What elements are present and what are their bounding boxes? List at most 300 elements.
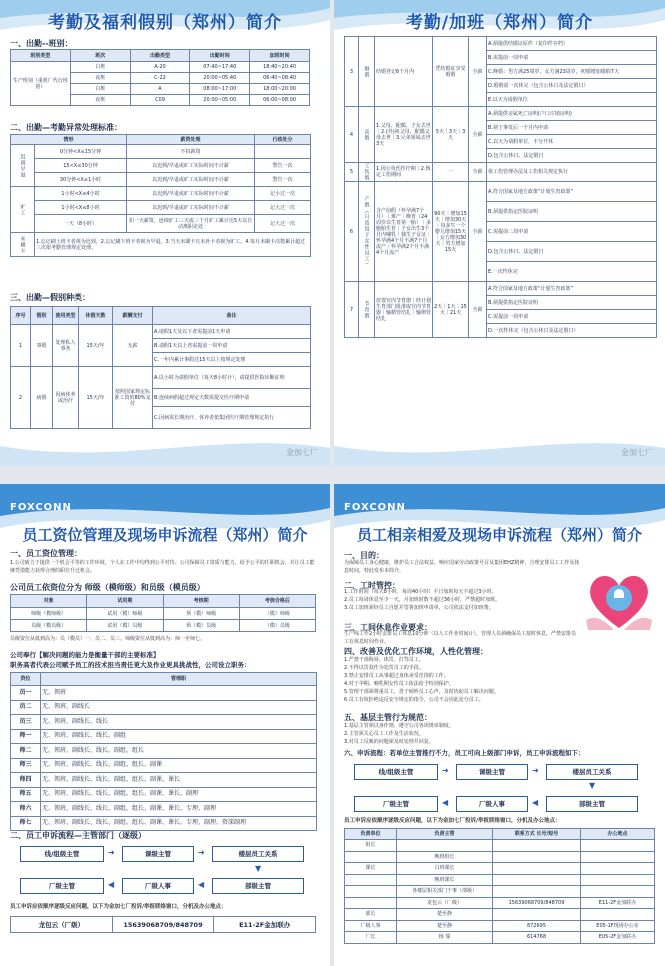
table-cell: 一 — [433, 163, 469, 182]
table-cell: 一天（8小时） — [35, 215, 127, 233]
table-cell — [581, 909, 655, 921]
panel-attendance-welfare — [0, 0, 330, 466]
table-cell: 事假 — [31, 325, 53, 367]
table-cell: 5 — [345, 163, 359, 182]
table-cell: D.包含公休日、法定假日 — [487, 149, 657, 163]
arrow-down-icon: ▼ — [589, 781, 596, 790]
table-cell: 无、领班、副线长、线长、副组 — [41, 729, 317, 744]
leave-row — [345, 163, 657, 182]
table-cell: 考核合格后 — [239, 595, 315, 608]
shift-table — [10, 49, 310, 106]
table-cell: 以迟到/早退或旷工实际时间不计薪 — [127, 187, 255, 201]
arrow-right-icon: ➜ — [198, 848, 205, 857]
leave-types-table — [10, 306, 311, 429]
table-cell: 08:00~17:00 — [190, 84, 250, 95]
flow-step-line-supervisor: 线/组级主管 — [20, 846, 104, 862]
rule-line: 1.基层主管须以身作则，遵守公司各项规章制度。 — [344, 723, 454, 729]
table-row — [11, 187, 311, 201]
table-cell: 杨 瑞 — [397, 932, 493, 944]
table-row — [11, 325, 311, 339]
table-cell: 白班 — [70, 62, 130, 73]
table-row — [11, 917, 316, 933]
flow-step-plant-hr: 厂级人事 — [456, 796, 528, 812]
supervisor-rules — [344, 722, 654, 746]
footer-wave-graphic — [334, 426, 665, 466]
table-cell: 依工伤管理办法及工伤相关规定执行 — [487, 163, 657, 182]
arrow-left-icon: ◀ — [442, 798, 449, 807]
table-cell: 组长 — [345, 840, 397, 852]
break-rule-text: 生产线工作2小时安排员工休息10分钟（以人工作业时间计），管理人员须确保员工按时休息，严禁安排员工在休息时间作业。 — [344, 631, 577, 645]
table-cell: 无、领班、副线长、线长、副组、组长、副课、课长 — [41, 773, 317, 788]
table-cell: 记大过一次 — [255, 201, 311, 215]
grade-row — [11, 715, 317, 730]
table-cell: A-20 — [130, 62, 190, 73]
table-cell: 无、领班、副线长、线长、副组、组长、副课、课长、专理、副理、资深副理 — [41, 816, 317, 831]
table-row — [11, 201, 311, 215]
table-cell: 614768 — [493, 932, 581, 944]
table-row — [11, 307, 311, 325]
intro-text: 1.公司致力于提供一个机会平等的工作环境，个人在工作中均得到公平对待。公司保障员工资质与能力，给予公平的任职机会，并让员工能够凭借能力获得合理的职位升迁机会。 — [10, 560, 315, 574]
contact-table — [10, 916, 316, 933]
table-cell: 以迟到/早退或旷工实际时间不计薪 — [127, 173, 255, 187]
contact-row — [345, 932, 655, 944]
table-cell: 各楼层相关部门干事（部级） — [397, 886, 493, 898]
section-heading: 公司员工依资位分为 师级（模师级）和员级（模员级） — [10, 583, 205, 592]
table-cell — [345, 851, 397, 863]
work-hours-2: 2.员工每周休息至少一天，月加班时数不超过36小时，严禁超时加班。 — [344, 597, 501, 603]
table-cell — [581, 851, 655, 863]
arrow-right-icon: ➜ — [108, 848, 115, 857]
table-cell — [397, 840, 493, 852]
table-cell: 楚至静 — [397, 909, 493, 921]
grade-row — [11, 700, 317, 715]
table-cell: 1.忘记刷上班卡者视为迟到。2.忘记刷下班卡者视为早退。3.当天未刷卡且未补卡者视为旷工。4.每月未刷卡次数累计超过三次依考勤管理规定处理。 — [35, 233, 311, 257]
footer-wave-graphic — [0, 426, 330, 466]
table-cell — [493, 909, 581, 921]
table-cell: 员三 — [11, 715, 41, 730]
table-cell: 18:00~20:00 — [250, 84, 310, 95]
table-row — [11, 595, 316, 608]
rule-line: 4.对于孕期、哺乳期女性员工依法给予特别保护。 — [344, 681, 454, 687]
contact-row — [345, 874, 655, 886]
table-cell: 20:00~05:40 — [190, 73, 250, 84]
table-cell: 15639068709/848709 — [112, 917, 214, 933]
flow-step-section-supervisor: 课级主管 — [456, 764, 528, 780]
table-cell: 班次 — [70, 50, 130, 62]
section-heading: 二、员工申诉流程—主管部门（逐级） — [10, 831, 146, 840]
table-cell: 1 — [11, 325, 31, 367]
table-row — [11, 159, 311, 173]
table-cell — [493, 886, 581, 898]
table-cell: E.以天为请假单位 — [487, 93, 657, 107]
table-cell: 晚班课长 — [397, 874, 493, 886]
table-row — [11, 135, 311, 145]
table-cell: 晚班组长 — [397, 851, 493, 863]
table-cell: 以迟到/早退或旷工实际时间不计薪 — [127, 159, 255, 173]
table-cell: 师一 — [11, 729, 41, 744]
table-cell: A.符合国家及地方政策“计划生育政策” — [487, 182, 657, 202]
contact-window-table — [344, 828, 655, 944]
flow-step-line-supervisor: 线/组级主管 — [354, 764, 438, 780]
table-cell — [581, 840, 655, 852]
table-row — [11, 173, 311, 187]
flow-step-floor-relations: 楼层员工关系 — [212, 846, 304, 862]
flow-step-plant-supervisor: 厂级主管 — [354, 796, 438, 812]
table-cell: 无、领班 — [41, 686, 317, 701]
table-cell: 备注 — [153, 307, 311, 325]
section-heading: 五、基层主管行为规范： — [344, 713, 432, 722]
contact-row — [345, 920, 655, 932]
table-cell: 薪资处理 — [127, 135, 255, 145]
table-cell: 管理职 — [41, 673, 317, 686]
table-cell: 假别 — [31, 307, 53, 325]
section-heading: 二、出勤—考勤异常处理标准： — [10, 123, 122, 132]
table-cell: 师六 — [11, 802, 41, 817]
arrow-right-icon: ➜ — [442, 766, 449, 775]
table-cell: D.一次性休完（包含公休日及法定假日） — [487, 324, 657, 338]
table-cell: 2天｜1天｜15天｜21天 — [433, 282, 469, 338]
grade-row — [11, 787, 317, 802]
table-cell: 记大过一次 — [255, 215, 311, 233]
table-cell: 行政处分 — [255, 135, 311, 145]
table-row — [11, 145, 311, 159]
table-cell: 因病休养或治疗 — [53, 367, 79, 429]
flow-step-department-supervisor: 部级主管 — [546, 796, 638, 812]
table-cell: D.婚假需一次休完（包含公休日及法定假日） — [487, 79, 657, 93]
table-cell: 节育假 — [359, 282, 375, 338]
flow-step-plant-hr: 厂级人事 — [122, 878, 194, 894]
leave-row — [345, 37, 657, 51]
table-cell: D.包含公休日、法定假日 — [487, 242, 657, 262]
arrow-down-icon: ▼ — [255, 864, 262, 873]
table-cell: 预（模）员级 — [163, 620, 239, 632]
table-cell: 楚至静 — [397, 920, 493, 932]
contact-row — [345, 840, 655, 852]
table-cell: 20:00~05:00 — [190, 95, 250, 106]
table-cell: C09 — [130, 95, 190, 106]
table-row — [11, 62, 310, 73]
table-cell: 厂级人事 — [345, 920, 397, 932]
table-cell: 病假 — [31, 367, 53, 429]
management-rules — [344, 656, 654, 704]
rule-line: 3.对员工反映的问题须及时处理并回复。 — [344, 739, 434, 745]
table-cell: 警告一次 — [255, 159, 311, 173]
table-cell: 情形 — [11, 135, 127, 145]
table-cell — [255, 145, 311, 159]
table-cell: 出勤时间 — [190, 50, 250, 62]
table-row — [11, 673, 317, 686]
table-cell: 15天/年 — [79, 325, 113, 367]
table-cell: 记小过一次 — [255, 187, 311, 201]
table-cell: 30分钟<X≤1小时 — [35, 173, 127, 187]
table-cell: 白班 — [70, 84, 130, 95]
table-cell: 18:40~20:40 — [250, 62, 310, 73]
table-cell: E.一次性休完 — [487, 262, 657, 282]
rule-line: 5.管理干部须尊重员工，善于倾听员工心声，及时协助员工解决问题。 — [344, 689, 499, 695]
leave-row — [345, 182, 657, 202]
table-cell: 4 — [345, 107, 359, 163]
table-cell: B.须于事发后一个月内申请 — [487, 121, 657, 135]
table-cell: 无薪 — [113, 325, 153, 367]
grade-description: 员级资位从低到高为：员（模员）一、员二、员三。师级资位从低到高为：师一至师七。 — [10, 636, 206, 642]
table-cell: 工伤假 — [359, 163, 375, 182]
table-cell: 无、领班、副线长 — [41, 700, 317, 715]
special-leave-table — [344, 36, 657, 338]
table-cell: 5天｜3天｜3天 — [433, 107, 469, 163]
table-cell: 试用（模）师级 — [87, 608, 163, 620]
table-cell: 06:40~08:40 — [250, 73, 310, 84]
brand-logo: FOXCONN — [10, 502, 72, 513]
grade-row — [11, 729, 317, 744]
table-row — [11, 215, 311, 233]
arrow-right-icon: ➜ — [532, 766, 539, 775]
table-cell — [345, 897, 397, 909]
table-cell: 3 — [345, 37, 359, 107]
heart-hands-icon — [584, 570, 654, 634]
contact-row — [345, 897, 655, 909]
contact-row — [345, 909, 655, 921]
watermark-text: 金加七厂 — [621, 448, 653, 457]
table-cell — [581, 863, 655, 875]
table-cell: 员级（模员级） — [11, 620, 87, 632]
grade-row — [11, 686, 317, 701]
table-cell: 夜班 — [70, 95, 130, 106]
table-cell: （模）师级 — [239, 608, 315, 620]
table-cell: 无、领班、副线长、线长、副组、组长 — [41, 744, 317, 759]
table-cell: 婚假 — [359, 37, 375, 107]
table-cell: A — [130, 84, 190, 95]
table-cell: 07:40~17:40 — [190, 62, 250, 73]
grade-position-table — [10, 672, 317, 831]
rule-line: 1.严禁干部侮辱、体罚、打骂员工。 — [344, 657, 424, 663]
grade-row — [11, 802, 317, 817]
section-heading: 四、改善及优化工作环境，人性化管理： — [344, 647, 488, 656]
watermark-text: 金加七厂 — [286, 448, 318, 457]
table-cell: 0分钟<X≤15分钟 — [35, 145, 127, 159]
table-row — [11, 620, 316, 632]
table-cell: 员二 — [11, 700, 41, 715]
table-cell: 对象 — [11, 595, 87, 608]
table-cell: 1小时<X≤4小时 — [35, 187, 127, 201]
table-cell — [345, 886, 397, 898]
table-cell: 试用（模）员级 — [87, 620, 163, 632]
table-cell — [345, 874, 397, 886]
table-cell: 警告一次 — [255, 173, 311, 187]
leave-row — [345, 107, 657, 121]
table-cell: 结婚登记6个月内 — [375, 37, 433, 107]
table-cell: C.以天为请假单位，不分开休 — [487, 135, 657, 149]
table-cell: 厂长 — [345, 932, 397, 944]
rule-line: 2.主管须关心员工工作及生活状况。 — [344, 731, 424, 737]
table-cell: E11-2F金加联办 — [581, 897, 655, 909]
section-heading: 一、出勤--班别： — [10, 39, 73, 48]
table-cell: 7 — [345, 282, 359, 338]
contact-row — [345, 886, 655, 898]
complaint-note: 员工申诉应依顺序逐级反应问题，以下为金加七厂投诉/举报联络窗口，分机及办公地点： — [344, 818, 561, 824]
table-cell: 师级（模师级） — [11, 608, 87, 620]
table-cell: E05-1F现场办公室 — [581, 920, 655, 932]
table-row — [11, 367, 311, 389]
table-cell: 负责单位 — [345, 829, 397, 840]
table-cell — [493, 840, 581, 852]
rule-line: 6.员工有权拒绝违反安全规定的指令，公司不会因此处分员工。 — [344, 697, 484, 703]
grade-row — [11, 744, 317, 759]
page-title: 考勤/加班（郑州）简介 — [405, 13, 594, 33]
table-row — [11, 608, 316, 620]
table-cell: B.需提前一周申请 — [487, 51, 657, 65]
grade-row — [11, 816, 317, 831]
table-cell: 无、领班、副线长、线长、副组、组长、副课 — [41, 758, 317, 773]
panel-position-grade — [0, 484, 330, 966]
table-cell: C-22 — [130, 73, 190, 84]
table-cell — [493, 851, 581, 863]
table-cell: 负责主管 — [397, 829, 493, 840]
contact-row — [345, 851, 655, 863]
table-cell: 试用期 — [87, 595, 163, 608]
section-heading: 职务高者代表公司赋予员工的技术担当责任更大及作业更具挑战性，公司设立职务： — [10, 661, 251, 669]
page-title: 员工相亲相爱及现场申诉流程（郑州）简介 — [356, 526, 642, 544]
arrow-left-icon: ◀ — [198, 880, 205, 889]
table-cell: 序号 — [11, 307, 31, 325]
table-cell: 员一 — [11, 686, 41, 701]
flow-step-plant-supervisor: 厂级主管 — [20, 878, 104, 894]
table-cell: （模）员级 — [239, 620, 315, 632]
section-heading: 公司奉行【解决问题的能力是衡量干部的主要标准】 — [10, 651, 160, 659]
table-cell: 夜班 — [70, 73, 130, 84]
table-cell: B.须提供指定医院证明 — [487, 296, 657, 310]
table-cell: A.请假1天及以下者需提前1天申请 — [153, 325, 311, 339]
table-cell: 白班课长 — [397, 863, 493, 875]
table-cell: 1.父母、配偶、子女去世｜2.(外)祖父母、配偶父母去世｜3.兄弟姐妹去世3天 — [375, 107, 433, 163]
table-cell: 全薪 — [469, 163, 487, 182]
table-cell: 课长 — [345, 863, 397, 875]
table-cell: 师二 — [11, 744, 41, 759]
page-title: 考勤及福利假别（郑州）简介 — [48, 13, 282, 33]
complaint-note: 员工申诉应依顺序逐级反应问题，以下为金加七厂投诉/举报联络窗口，分机及办公地点： — [10, 904, 227, 910]
table-cell: C.晚婚：男方满25周岁，女方满23周岁，初婚增加婚假7天 — [487, 65, 657, 79]
table-cell: 师五 — [11, 787, 41, 802]
flow-step-floor-relations: 楼层员工关系 — [546, 764, 638, 780]
grade-track-table — [10, 594, 316, 632]
table-cell: 班别类型 — [11, 50, 71, 62]
table-cell: 迟到早退 — [11, 145, 35, 187]
table-cell: B.连续病假超过规定天数需提交医疗期申请 — [153, 389, 311, 407]
table-cell: A.以小时为请假单位（每天8小时计），请提供医院诊断证明 — [153, 367, 311, 389]
table-cell: 1小时<X≤8小时 — [35, 201, 127, 215]
purpose-text: 为保障员工身心健康，维护员工合法权益，响应国家劳动政策号召及集团EHZ精神，合理安排员工工作及休息时间，特此发布本简介。 — [344, 560, 580, 574]
table-cell: 未刷卡 — [11, 233, 35, 257]
section-heading: 三、出勤—假别种类： — [10, 293, 90, 302]
table-cell: 师四 — [11, 773, 41, 788]
table-cell: 1.因公负伤医疗期｜2.核定工伤期间 — [375, 163, 433, 182]
table-cell: 联系方式 长号/短号 — [493, 829, 581, 840]
table-cell: 师三 — [11, 758, 41, 773]
table-cell: 无、领班、副线长、线长 — [41, 715, 317, 730]
rule-line: 3.禁止安排员工从事超过身体承受范围的工作。 — [344, 673, 449, 679]
table-cell: 2 — [11, 367, 31, 429]
table-cell: B.请假1天以上者需提前一周申请 — [153, 339, 311, 353]
flow-step-department-supervisor: 部级主管 — [212, 878, 304, 894]
panel-employee-care — [334, 484, 665, 966]
section-heading: 一、目的： — [344, 551, 384, 560]
table-cell: 全薪 — [469, 282, 487, 338]
table-cell: 全薪 — [469, 107, 487, 163]
table-cell: 以迟到/早退或旷工实际时间不计薪 — [127, 201, 255, 215]
contact-row — [345, 863, 655, 875]
table-cell: 加班时间 — [250, 50, 310, 62]
brand-logo: FOXCONN — [344, 502, 406, 513]
table-cell: 休假天数 — [79, 307, 113, 325]
section-heading: 二、工时管控： — [344, 581, 400, 590]
table-cell: 龙包云（厂级） — [11, 917, 113, 933]
table-cell: 90天｜增加15天｜增加30天｜每多生一个婴儿增加15天｜女方增加30天｜男方增加15天 — [433, 182, 469, 282]
table-cell: 出勤类型 — [130, 50, 190, 62]
attendance-exception-table — [10, 134, 311, 257]
work-hours-3: 3.员工加班须经员工自愿并签署加班申请单，公司依法支付加班费。 — [344, 605, 494, 611]
table-cell: A.符合国家及地方政策“计划生育政策” — [487, 282, 657, 296]
table-cell: C.因病需长期治疗，休养者依集团医疗期管理规定执行 — [153, 407, 311, 429]
leave-row — [345, 282, 657, 296]
panel-attendance-overtime — [334, 0, 665, 466]
table-cell: E05-2F金加联办 — [581, 932, 655, 944]
table-cell: B.须提供指定医院证明 — [487, 202, 657, 222]
section-heading: 六、申诉流程：若单位主管推行不力，员工可向上级部门申诉，员工申诉流程如下： — [344, 749, 585, 757]
table-cell: 部长 — [345, 909, 397, 921]
table-cell: 全薪 — [469, 37, 487, 107]
table-cell: 无、领班、副线长、线长、副组、组长、副课、课长、副理 — [41, 787, 317, 802]
table-cell: 薪酬支付 — [113, 307, 153, 325]
table-cell: 含产前假（怀孕满7个月）｜难产｜晚育（24周岁以生育第一胎）｜多胞胎生育｜子女出生3个月内哺乳｜独生子女证｜怀孕满4个月不满7个月流产｜怀孕满2个月不满4个月流产 — [375, 182, 433, 282]
table-cell: 资位 — [11, 673, 41, 686]
table-cell: 旷工 — [11, 187, 35, 233]
table-cell — [493, 863, 581, 875]
table-cell — [493, 874, 581, 886]
table-cell: 生产班别（重机厂代行班别） — [11, 62, 71, 106]
table-row — [11, 50, 310, 62]
table-cell: 丧假 — [359, 107, 375, 163]
flow-step-section-supervisor: 课级主管 — [122, 846, 194, 862]
table-cell: 使用类型 — [53, 307, 79, 325]
table-cell — [581, 874, 655, 886]
table-cell: 扣一天薪资，连续旷工三天或三个月旷工累计达5天以自动离职论处 — [127, 215, 255, 233]
work-hours-1: 1.工作时间（每天8小时，每周40小时）平日加班每天不超过3小时。 — [344, 589, 497, 595]
table-cell: 按照国家规定标准工资的80%支付 — [113, 367, 153, 429]
table-cell: C.需提前二周申请 — [487, 222, 657, 242]
table-cell: 师七 — [11, 816, 41, 831]
table-cell: E11-2F金加联办 — [214, 917, 316, 933]
table-cell: 考核期 — [163, 595, 239, 608]
table-cell: 6 — [345, 182, 359, 282]
table-row — [345, 829, 655, 840]
arrow-left-icon: ◀ — [532, 798, 539, 807]
table-cell: 龙包云（厂级） — [397, 897, 493, 909]
table-cell: C.一年内累计事假达15天以上按规定处理 — [153, 353, 311, 367]
table-cell: 全薪 — [469, 182, 487, 282]
rule-line: 2.不得以罚款作为处罚员工的手段。 — [344, 665, 424, 671]
table-cell: 不扣薪资 — [127, 145, 255, 159]
table-cell: 放置宫内节育器｜经计划生育部门批准取宫内节育器｜输精管结扎｜输卵管结扎 — [375, 282, 433, 338]
table-cell: 15天/年 — [79, 367, 113, 429]
table-cell: 15639068709/848709 — [493, 897, 581, 909]
arrow-left-icon: ◀ — [108, 880, 115, 889]
table-cell: 产假（只适用于女性员工） — [359, 182, 375, 282]
table-cell: A.须提供结婚证原件（复印件存档） — [487, 37, 657, 51]
page-title: 员工资位管理及现场申诉流程（郑州）简介 — [22, 526, 308, 544]
grade-row — [11, 758, 317, 773]
table-cell: 06:00~08:00 — [250, 95, 310, 106]
section-heading: 三、工间休息作业要求： — [344, 623, 432, 632]
table-cell: 872695 — [493, 920, 581, 932]
